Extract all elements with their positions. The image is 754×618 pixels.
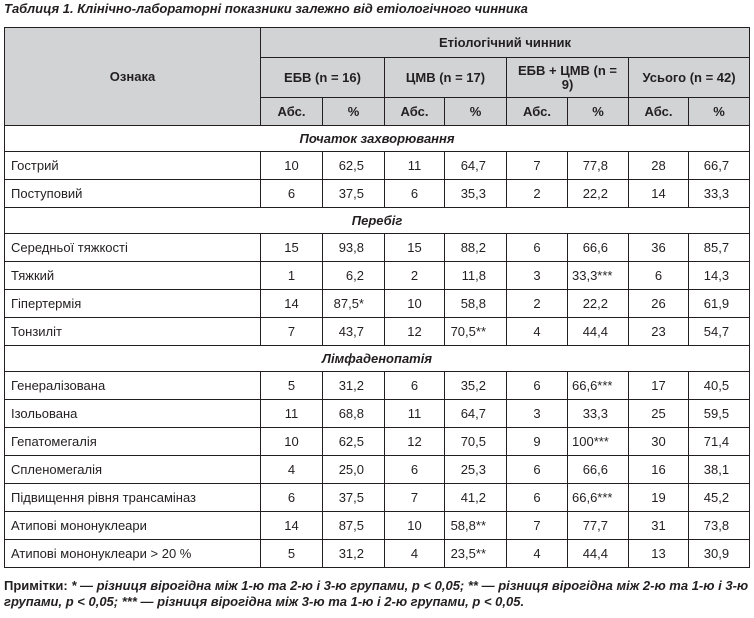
cell-abs: 30 bbox=[629, 428, 689, 456]
cell-pct: 77,7 bbox=[568, 512, 629, 540]
cell-abs: 6 bbox=[629, 262, 689, 290]
cell-pct: 64,7 bbox=[445, 400, 507, 428]
header-group-total: Усього (n = 42) bbox=[629, 58, 750, 98]
cell-pct: 66,6*** bbox=[568, 372, 629, 400]
header-abs: Абс. bbox=[261, 98, 323, 126]
table-row bbox=[5, 540, 750, 568]
cell-pct: 64,7 bbox=[445, 152, 507, 180]
cell-pct: 31,2 bbox=[323, 540, 385, 568]
header-etiology: Етіологічний чинник bbox=[261, 28, 750, 58]
row-label: Ізольована bbox=[5, 400, 261, 428]
cell-pct: 35,2 bbox=[445, 372, 507, 400]
header-abs: Абс. bbox=[507, 98, 568, 126]
section-row bbox=[5, 346, 750, 372]
cell-pct: 59,5 bbox=[689, 400, 750, 428]
cell-abs: 16 bbox=[629, 456, 689, 484]
section-row bbox=[5, 126, 750, 152]
header-pct: % bbox=[323, 98, 385, 126]
cell-abs: 14 bbox=[629, 180, 689, 208]
table-note bbox=[4, 578, 749, 610]
cell-abs: 6 bbox=[507, 484, 568, 512]
cell-abs: 6 bbox=[507, 456, 568, 484]
cell-pct: 45,2 bbox=[689, 484, 750, 512]
cell-pct: 66,6 bbox=[568, 456, 629, 484]
cell-abs: 6 bbox=[507, 372, 568, 400]
cell-pct: 62,5 bbox=[323, 152, 385, 180]
cell-pct: 58,8** bbox=[445, 512, 507, 540]
cell-abs: 5 bbox=[261, 540, 323, 568]
cell-abs: 2 bbox=[507, 290, 568, 318]
cell-abs: 7 bbox=[385, 484, 445, 512]
cell-pct: 11,8 bbox=[445, 262, 507, 290]
cell-abs: 6 bbox=[261, 484, 323, 512]
cell-abs: 12 bbox=[385, 428, 445, 456]
cell-pct: 43,7 bbox=[323, 318, 385, 346]
cell-pct: 87,5* bbox=[323, 290, 385, 318]
cell-abs: 10 bbox=[261, 152, 323, 180]
table-row bbox=[5, 372, 750, 400]
row-label: Атипові мононуклеари bbox=[5, 512, 261, 540]
cell-abs: 7 bbox=[507, 152, 568, 180]
table-row bbox=[5, 512, 750, 540]
cell-pct: 22,2 bbox=[568, 180, 629, 208]
section-title: Початок захворювання bbox=[5, 126, 750, 152]
cell-pct: 70,5 bbox=[445, 428, 507, 456]
cell-pct: 61,9 bbox=[689, 290, 750, 318]
row-label: Гепатомегалія bbox=[5, 428, 261, 456]
row-label: Тонзиліт bbox=[5, 318, 261, 346]
row-label: Середньої тяжкості bbox=[5, 234, 261, 262]
table-row bbox=[5, 400, 750, 428]
cell-abs: 10 bbox=[385, 290, 445, 318]
cell-pct: 33,3*** bbox=[568, 262, 629, 290]
table-row bbox=[5, 234, 750, 262]
cell-pct: 87,5 bbox=[323, 512, 385, 540]
cell-abs: 14 bbox=[261, 290, 323, 318]
cell-pct: 93,8 bbox=[323, 234, 385, 262]
cell-pct: 58,8 bbox=[445, 290, 507, 318]
cell-pct: 33,3 bbox=[689, 180, 750, 208]
table-row bbox=[5, 428, 750, 456]
cell-pct: 85,7 bbox=[689, 234, 750, 262]
note-lead: Примітки: bbox=[4, 578, 68, 593]
header-group-ebv: ЕБВ (n = 16) bbox=[261, 58, 385, 98]
table-caption: Таблиця 1. Клінічно-лабораторні показники залежно від етіологічного чинника bbox=[4, 1, 528, 16]
cell-abs: 12 bbox=[385, 318, 445, 346]
cell-abs: 11 bbox=[385, 152, 445, 180]
cell-abs: 23 bbox=[629, 318, 689, 346]
cell-pct: 37,5 bbox=[323, 484, 385, 512]
cell-pct: 62,5 bbox=[323, 428, 385, 456]
cell-abs: 11 bbox=[385, 400, 445, 428]
cell-pct: 66,7 bbox=[689, 152, 750, 180]
cell-pct: 71,4 bbox=[689, 428, 750, 456]
table-row bbox=[5, 180, 750, 208]
row-label: Тяжкий bbox=[5, 262, 261, 290]
cell-abs: 5 bbox=[261, 372, 323, 400]
table-row bbox=[5, 262, 750, 290]
header-pct: % bbox=[689, 98, 750, 126]
cell-pct: 23,5** bbox=[445, 540, 507, 568]
cell-abs: 3 bbox=[507, 400, 568, 428]
row-label: Поступовий bbox=[5, 180, 261, 208]
cell-abs: 10 bbox=[385, 512, 445, 540]
cell-pct: 30,9 bbox=[689, 540, 750, 568]
cell-pct: 41,2 bbox=[445, 484, 507, 512]
header-pct: % bbox=[568, 98, 629, 126]
cell-abs: 36 bbox=[629, 234, 689, 262]
table-row bbox=[5, 152, 750, 180]
cell-pct: 33,3 bbox=[568, 400, 629, 428]
cell-abs: 9 bbox=[507, 428, 568, 456]
cell-pct: 44,4 bbox=[568, 540, 629, 568]
cell-pct: 54,7 bbox=[689, 318, 750, 346]
table-row bbox=[5, 456, 750, 484]
header-group-ebv-cmv: ЕБВ + ЦМВ (n = 9) bbox=[507, 58, 629, 98]
cell-abs: 26 bbox=[629, 290, 689, 318]
cell-abs: 11 bbox=[261, 400, 323, 428]
cell-abs: 1 bbox=[261, 262, 323, 290]
cell-abs: 31 bbox=[629, 512, 689, 540]
header-abs: Абс. bbox=[385, 98, 445, 126]
cell-abs: 2 bbox=[385, 262, 445, 290]
cell-abs: 7 bbox=[507, 512, 568, 540]
cell-abs: 14 bbox=[261, 512, 323, 540]
cell-pct: 66,6 bbox=[568, 234, 629, 262]
row-label: Генералізована bbox=[5, 372, 261, 400]
cell-abs: 6 bbox=[385, 456, 445, 484]
row-label: Підвищення рівня трансаміназ bbox=[5, 484, 261, 512]
clinical-lab-table bbox=[4, 27, 750, 568]
table-row bbox=[5, 318, 750, 346]
cell-abs: 6 bbox=[385, 372, 445, 400]
cell-abs: 15 bbox=[261, 234, 323, 262]
header-feature: Ознака bbox=[5, 28, 261, 126]
cell-pct: 44,4 bbox=[568, 318, 629, 346]
table-row bbox=[5, 484, 750, 512]
header-row-1 bbox=[5, 28, 750, 58]
header-abs: Абс. bbox=[629, 98, 689, 126]
row-label: Гострий bbox=[5, 152, 261, 180]
cell-pct: 68,8 bbox=[323, 400, 385, 428]
cell-pct: 66,6*** bbox=[568, 484, 629, 512]
cell-pct: 73,8 bbox=[689, 512, 750, 540]
cell-abs: 15 bbox=[385, 234, 445, 262]
cell-abs: 6 bbox=[261, 180, 323, 208]
cell-abs: 2 bbox=[507, 180, 568, 208]
cell-pct: 37,5 bbox=[323, 180, 385, 208]
header-group-cmv: ЦМВ (n = 17) bbox=[385, 58, 507, 98]
cell-pct: 40,5 bbox=[689, 372, 750, 400]
cell-pct: 100*** bbox=[568, 428, 629, 456]
cell-pct: 25,3 bbox=[445, 456, 507, 484]
cell-abs: 17 bbox=[629, 372, 689, 400]
cell-pct: 88,2 bbox=[445, 234, 507, 262]
cell-abs: 6 bbox=[507, 234, 568, 262]
cell-pct: 70,5** bbox=[445, 318, 507, 346]
cell-abs: 6 bbox=[385, 180, 445, 208]
cell-abs: 3 bbox=[507, 262, 568, 290]
cell-pct: 35,3 bbox=[445, 180, 507, 208]
cell-pct: 38,1 bbox=[689, 456, 750, 484]
row-label: Гіпертермія bbox=[5, 290, 261, 318]
section-title: Перебіг bbox=[5, 208, 750, 234]
row-label: Атипові мононуклеари > 20 % bbox=[5, 540, 261, 568]
cell-abs: 19 bbox=[629, 484, 689, 512]
cell-abs: 4 bbox=[261, 456, 323, 484]
section-title: Лімфаденопатія bbox=[5, 346, 750, 372]
cell-abs: 7 bbox=[261, 318, 323, 346]
cell-pct: 6,2 bbox=[323, 262, 385, 290]
row-label: Спленомегалія bbox=[5, 456, 261, 484]
cell-pct: 14,3 bbox=[689, 262, 750, 290]
cell-pct: 22,2 bbox=[568, 290, 629, 318]
section-row bbox=[5, 208, 750, 234]
cell-abs: 25 bbox=[629, 400, 689, 428]
cell-abs: 4 bbox=[385, 540, 445, 568]
cell-abs: 13 bbox=[629, 540, 689, 568]
cell-pct: 77,8 bbox=[568, 152, 629, 180]
cell-abs: 10 bbox=[261, 428, 323, 456]
cell-abs: 28 bbox=[629, 152, 689, 180]
cell-abs: 4 bbox=[507, 318, 568, 346]
table-row bbox=[5, 290, 750, 318]
cell-pct: 25,0 bbox=[323, 456, 385, 484]
header-pct: % bbox=[445, 98, 507, 126]
note-text: * — різниця вірогідна між 1-ю та 2-ю і 3-ю групами, р < 0,05; ** — різниця вірогідна між 2-ю та 1-ю і 3-ю групами, р < 0,05; *** — різниця вірогідна між 3-ю та 1-ю і 2-ю групами, р < 0,05. bbox=[4, 578, 749, 609]
cell-pct: 31,2 bbox=[323, 372, 385, 400]
cell-abs: 4 bbox=[507, 540, 568, 568]
